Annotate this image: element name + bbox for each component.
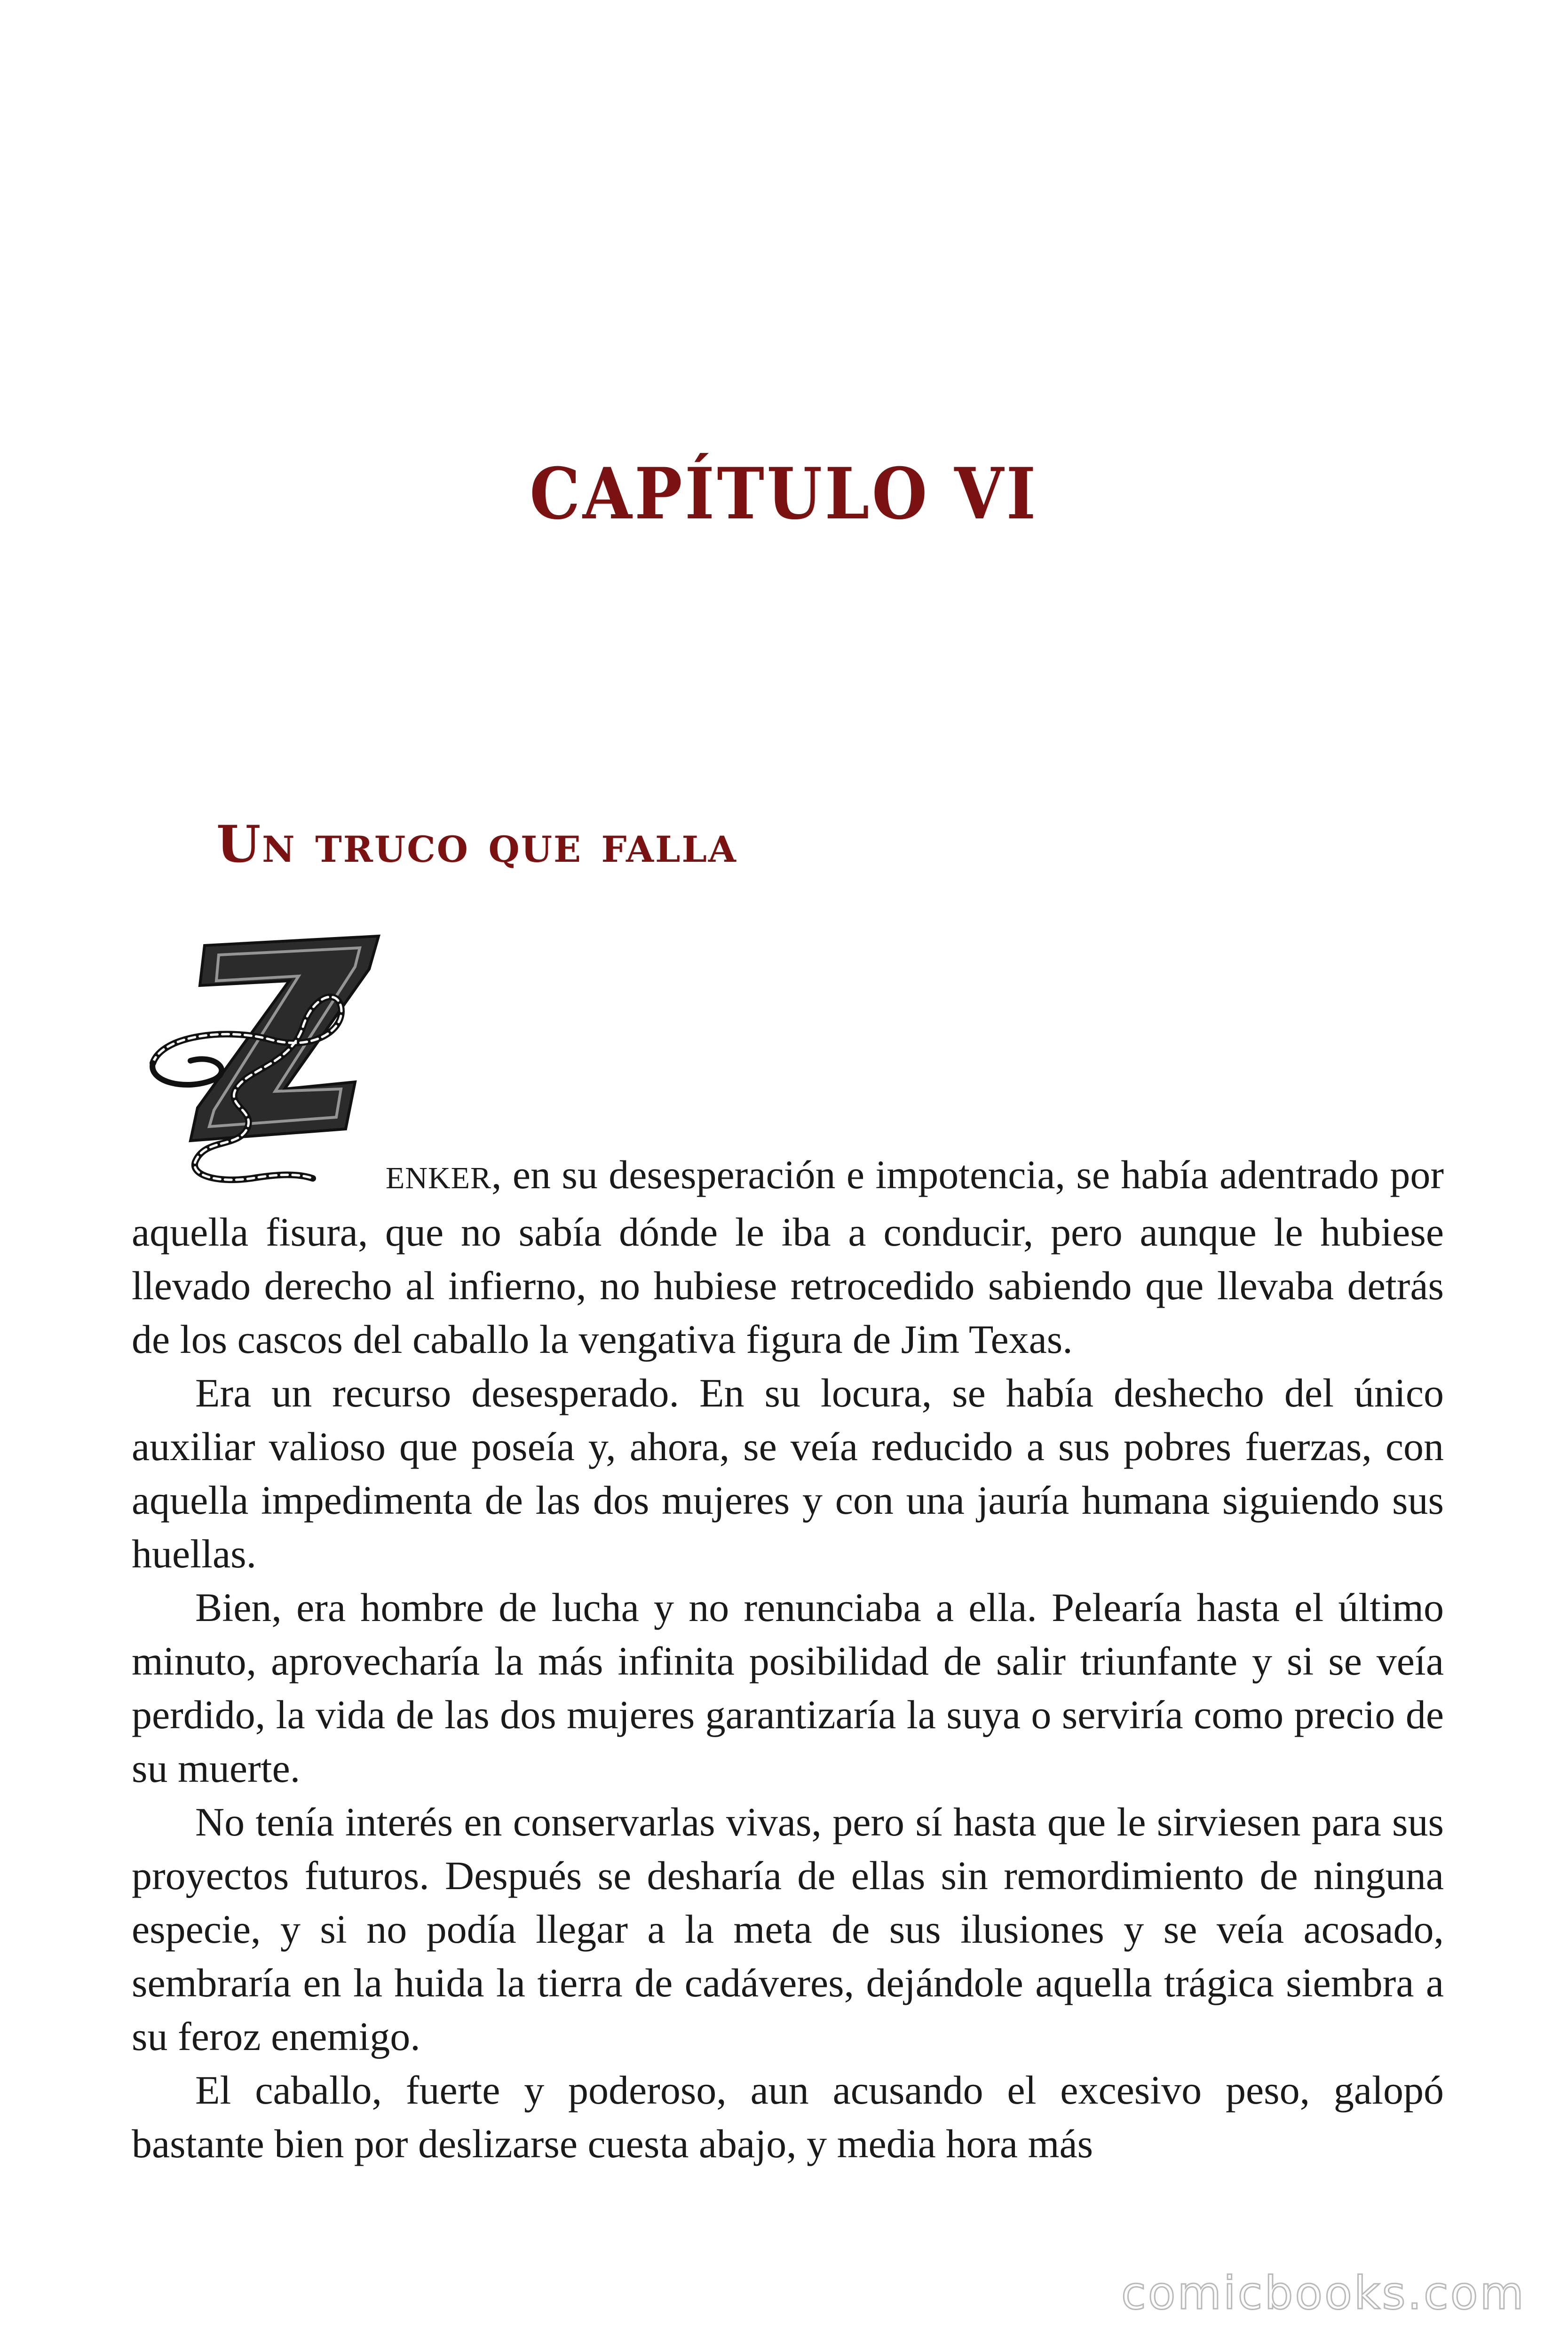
- drop-cap-continuation: ENKER: [386, 1161, 491, 1195]
- watermark: comicbooks.com: [1121, 2267, 1526, 2320]
- paragraph-1-text: , en su desesperación e impotencia, se había adentrado por aquella fisura, que no sabía dónde le iba a conducir, pero aunque le hubiese llevado derecho al infierno, no hubiese retrocedido sabiendo que llevaba detrás de los cascos del caballo la vengativa figura de Jim Texas.: [132, 1152, 1444, 1362]
- chapter-title: CAPÍTULO VI: [530, 453, 1038, 535]
- paragraph-3: Bien, era hombre de lucha y no renunciaba a ella. Pelearía hasta el último minuto, aprovecharía la más infinita posibilidad de salir triunfante y si se veía perdido, la vida de las dos mujeres garantizaría la suya o serviría como precio de su muerte.: [132, 1585, 1444, 1791]
- paragraph-5: El caballo, fuerte y poderoso, aun acusando el excesivo peso, galopó bastante bien por deslizarse cuesta abajo, y media hora más: [132, 2067, 1444, 2166]
- paragraph-4: No tenía interés en conservarlas vivas, pero sí hasta que le sirviesen para sus proyectos futuros. Después se desharía de ellas sin remordimiento de ninguna especie, y si no podía llegar a la meta de sus ilusiones y se veía acosado, sembraría en la huida la tierra de cadáveres, dejándole aquella trágica siembra a su feroz enemigo.: [132, 1799, 1444, 2059]
- body-text: [132, 1148, 1444, 2170]
- section-title: Un truco que falla: [216, 815, 737, 874]
- paragraph-1: [132, 1148, 1444, 1366]
- paragraph-2: Era un recurso desesperado. En su locura, se había deshecho del único auxiliar valioso que poseía y, ahora, se veía reducido a sus pobres fuerzas, con aquella impedimenta de las dos mujeres y con una jauría humana siguiendo sus huellas.: [132, 1370, 1444, 1576]
